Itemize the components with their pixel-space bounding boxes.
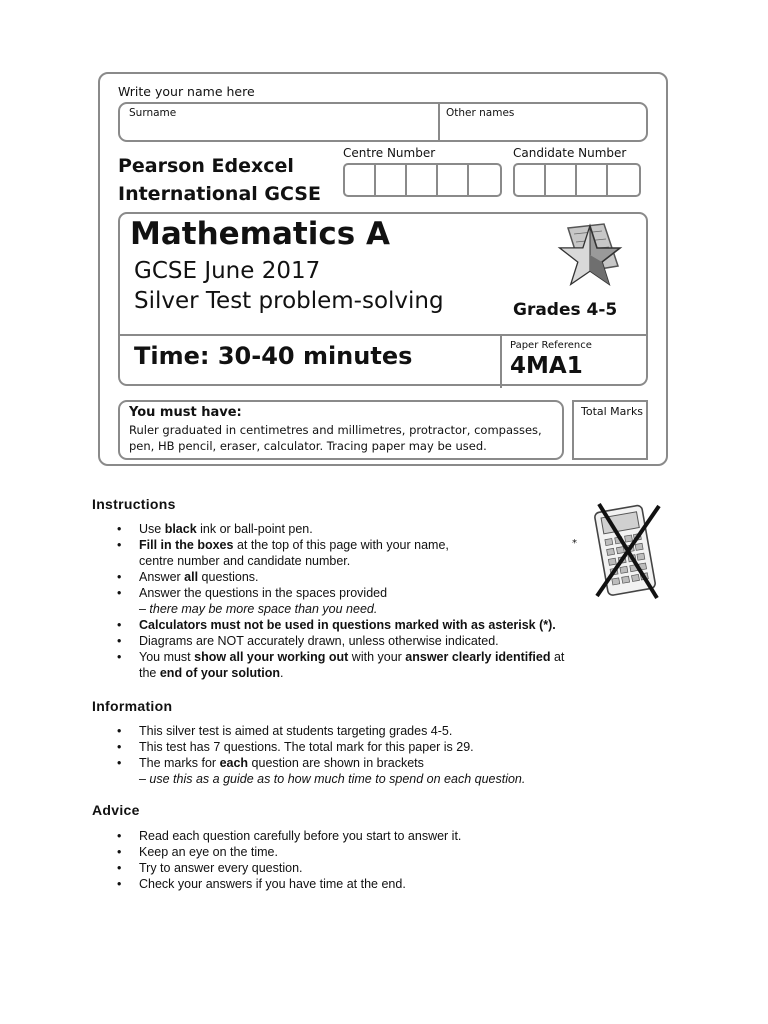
list-item: [117, 569, 637, 585]
list-item: [117, 521, 637, 537]
list-item-text: Keep an eye on the time.: [139, 845, 278, 859]
list-item: [117, 723, 637, 739]
exam-session: GCSE June 2017: [134, 258, 321, 284]
digit-box: [469, 165, 500, 195]
digit-box: [376, 165, 407, 195]
bullet-icon: •: [117, 845, 122, 859]
exam-board-name: Pearson Edexcel: [118, 155, 294, 177]
list-item-text: end of your solution: [159, 666, 280, 680]
list-item-text: answer clearly identified: [405, 650, 551, 664]
bullet-icon: •: [117, 829, 122, 843]
must-have-text: Ruler graduated in centimetres and millimetres, protractor, compasses, pen, HB pencil, eraser, calculator. Tracing paper may be used.: [129, 423, 542, 453]
total-marks-label: Total Marks: [581, 405, 644, 418]
instructions-heading: Instructions: [92, 496, 176, 512]
list-item-text: all: [184, 570, 199, 584]
subject-title: Mathematics A: [130, 216, 390, 252]
digit-box: [577, 165, 608, 195]
time-divider: [120, 334, 646, 336]
list-item: [117, 617, 637, 633]
asterisk-mark: *: [572, 538, 577, 549]
list-item-text: – there may be more space than you need.: [139, 602, 378, 616]
list-item-text: questions.: [198, 570, 259, 584]
bullet-icon: •: [117, 740, 122, 754]
list-item: [117, 537, 637, 569]
centre-number-label: Centre Number: [343, 146, 436, 160]
list-item: [117, 844, 637, 860]
candidate-number-boxes: [513, 163, 641, 197]
bullet-icon: •: [117, 861, 122, 875]
bullet-icon: •: [117, 538, 122, 552]
name-box: [118, 102, 648, 142]
total-marks-box: [572, 400, 648, 460]
list-item-text: centre number and candidate number.: [139, 554, 351, 568]
information-list: [117, 723, 637, 787]
must-have-box: [118, 400, 564, 460]
list-item-text: Calculators must not be used in questions marked with as asterisk (*).: [139, 618, 556, 632]
qualification-name: International GCSE: [118, 183, 321, 205]
reference-divider: [500, 334, 502, 388]
list-item: [117, 828, 637, 844]
list-item: [117, 860, 637, 876]
list-item-text: ink or ball-point pen.: [196, 522, 313, 536]
list-item: [117, 649, 637, 681]
bullet-icon: •: [117, 586, 122, 600]
list-item: [117, 633, 637, 649]
bullet-icon: •: [117, 877, 122, 891]
digit-box: [345, 165, 376, 195]
must-have-title: You must have:: [129, 405, 242, 420]
test-name: Silver Test problem-solving: [134, 288, 444, 314]
digit-box: [407, 165, 438, 195]
centre-number-boxes: [343, 163, 502, 197]
subject-box: [118, 212, 648, 386]
list-item-text: at: [550, 650, 565, 664]
list-item-text: The marks for: [139, 756, 220, 770]
time-allowed: Time: 30-40 minutes: [134, 342, 413, 370]
list-item-text: with your: [348, 650, 406, 664]
list-item-text: Try to answer every question.: [139, 861, 303, 875]
other-names-label: Other names: [446, 107, 515, 119]
list-item-text: Answer: [139, 570, 185, 584]
list-item-text: .: [280, 666, 284, 680]
list-item: [117, 755, 637, 787]
advice-list: [117, 828, 637, 892]
bullet-icon: •: [117, 522, 122, 536]
list-item-text: Read each question carefully before you start to answer it.: [139, 829, 462, 843]
digit-box: [608, 165, 639, 195]
bullet-icon: •: [117, 650, 122, 664]
name-divider: [438, 104, 440, 140]
information-heading: Information: [92, 698, 173, 714]
list-item-text: each: [219, 756, 249, 770]
list-item-text: Use: [139, 522, 165, 536]
bullet-icon: •: [117, 756, 122, 770]
paper-reference: 4MA1: [510, 353, 583, 379]
advice-heading: Advice: [92, 802, 140, 818]
candidate-number-label: Candidate Number: [513, 146, 627, 160]
grades-label: Grades 4-5: [513, 300, 618, 320]
bullet-icon: •: [117, 570, 122, 584]
digit-box: [438, 165, 469, 195]
list-item: [117, 876, 637, 892]
digit-box: [546, 165, 577, 195]
list-item-text: This silver test is aimed at students targeting grades 4-5.: [139, 724, 453, 738]
list-item-text: question are shown in brackets: [248, 756, 424, 770]
list-item-text: Answer the questions in the spaces provided: [139, 586, 388, 600]
crossed-calculator-icon: [591, 500, 663, 602]
list-item-text: – use this as a guide as to how much time to spend on each question.: [139, 772, 526, 786]
list-item-text: black: [164, 522, 197, 536]
bullet-icon: •: [117, 634, 122, 648]
surname-label: Surname: [129, 107, 177, 119]
exam-board: [118, 152, 321, 208]
digit-box: [515, 165, 546, 195]
list-item-text: show all your working out: [194, 650, 349, 664]
list-item: [117, 585, 637, 617]
list-item-text: Diagrams are NOT accurately drawn, unless otherwise indicated.: [139, 634, 499, 648]
instructions-list: [117, 521, 637, 681]
bullet-icon: •: [117, 618, 122, 632]
list-item-text: the: [139, 666, 160, 680]
star-logo-icon: [548, 220, 632, 300]
list-item-text: Check your answers if you have time at the end.: [139, 877, 406, 891]
list-item-text: at the top of this page with your name,: [233, 538, 449, 552]
write-name-label: Write your name here: [118, 84, 255, 99]
paper-reference-label: Paper Reference: [510, 340, 592, 351]
list-item-text: You must: [139, 650, 195, 664]
list-item: [117, 739, 637, 755]
bullet-icon: •: [117, 724, 122, 738]
list-item-text: Fill in the boxes: [139, 538, 234, 552]
cover-panel: [98, 72, 668, 466]
list-item-text: This test has 7 questions. The total mark for this paper is 29.: [139, 740, 474, 754]
